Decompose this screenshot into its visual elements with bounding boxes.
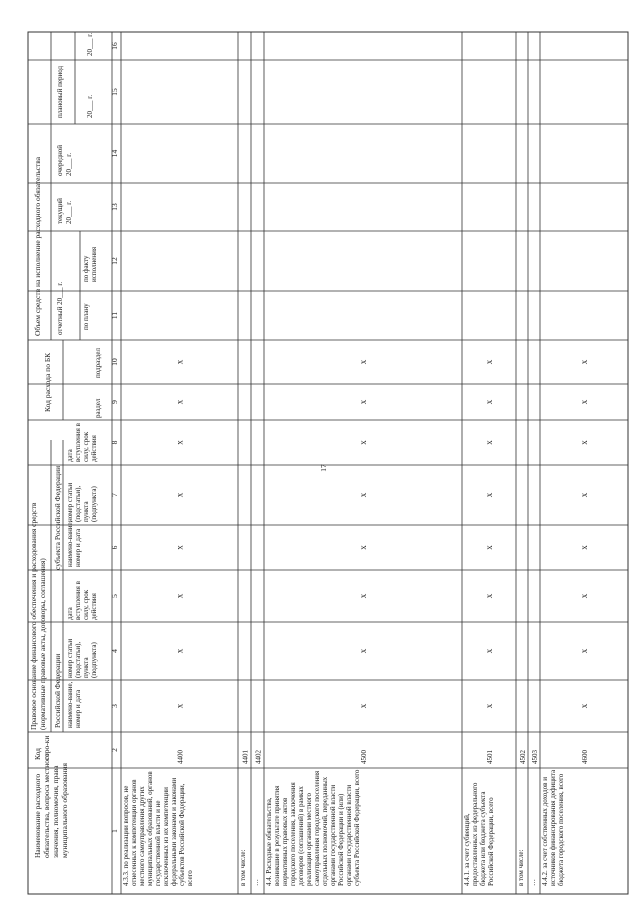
col-number-4: 4 bbox=[110, 649, 119, 653]
header-bk-subsection: подраздел bbox=[94, 347, 102, 378]
x-mark: x bbox=[358, 648, 368, 654]
row-code-4400: 4400 bbox=[176, 750, 185, 764]
x-mark: x bbox=[174, 703, 185, 709]
header-bk-section: раздел bbox=[94, 398, 102, 418]
col-number-15: 15 bbox=[110, 88, 119, 96]
row-code-4501: 4501 bbox=[486, 750, 494, 764]
row-name-4503: … bbox=[529, 879, 537, 886]
row-name-4501: 4.4.1. за счет субвенций,предоставленных из федеральногобюджета или бюджета субъектаРоссийской Федерации, всего bbox=[463, 782, 495, 886]
col-number-9: 9 bbox=[110, 400, 119, 404]
header-legal-basis: Правовое основание финансового обеспечения и расходования средств(нормативные правовые акты, договоры, соглашения) bbox=[29, 502, 47, 730]
row-code-4500: 4500 bbox=[360, 750, 368, 764]
col-number-1: 1 bbox=[110, 829, 119, 833]
x-mark: x bbox=[579, 399, 589, 405]
x-mark: x bbox=[484, 648, 494, 654]
header-rf-article: номер статьи(подстатьи),пункта(подпункта) bbox=[66, 638, 98, 678]
col-number-7: 7 bbox=[110, 493, 119, 497]
col-number-11: 11 bbox=[110, 311, 119, 320]
header-subj-name: наимено-вание,номер и дата bbox=[66, 520, 82, 567]
x-mark: x bbox=[484, 492, 494, 498]
col-number-16: 16 bbox=[110, 42, 119, 50]
x-mark: x bbox=[174, 545, 185, 550]
col-number-2: 2 bbox=[110, 748, 119, 752]
col-number-5: 5 bbox=[110, 594, 119, 598]
row-code-4401: 4401 bbox=[241, 750, 250, 764]
header-reporting: отчетный 20___ г. bbox=[56, 281, 64, 335]
row-code-4502: 4502 bbox=[519, 750, 527, 764]
x-mark: x bbox=[579, 359, 589, 365]
col-number-14: 14 bbox=[110, 149, 119, 158]
x-mark: x bbox=[358, 545, 368, 550]
row-name-4402: … bbox=[252, 879, 260, 886]
header-col2: Кодстро-ки bbox=[33, 735, 51, 760]
x-mark: x bbox=[579, 492, 589, 498]
row-code-4402: 4402 bbox=[254, 750, 263, 764]
x-mark: x bbox=[484, 440, 494, 445]
x-mark: x bbox=[358, 492, 368, 498]
row-name-4600: 4.4.2. за счет собственных доходов иисточников финансирования дефицитабюджета городского поселения, всего bbox=[541, 769, 565, 886]
header-planning: плановый период bbox=[56, 65, 64, 118]
header-rf-date: датавступления всилу, срокдействия bbox=[66, 581, 98, 620]
x-mark: x bbox=[484, 593, 494, 599]
x-mark: x bbox=[174, 440, 185, 445]
header-next: очередной20___ г. bbox=[56, 144, 73, 176]
x-mark: x bbox=[579, 545, 589, 550]
x-mark: x bbox=[358, 399, 368, 405]
header-rf: Российской Федерации bbox=[53, 653, 62, 728]
header-bk-code: Код расхода по БК bbox=[43, 352, 52, 412]
x-mark: x bbox=[484, 359, 494, 365]
header-plan-y1: 20___ г. bbox=[86, 94, 94, 118]
row-code-4600: 4600 bbox=[581, 750, 589, 764]
x-mark: x bbox=[358, 593, 368, 599]
x-mark: x bbox=[174, 399, 185, 405]
header-rf-name: наимено-вание,номер и дата bbox=[66, 681, 82, 728]
page-number: 17 bbox=[319, 464, 328, 472]
x-mark: x bbox=[579, 703, 589, 709]
header-subj-article: номер статьи(подстатьи),пункта(подпункта) bbox=[66, 482, 98, 522]
header-subject: субъекта Российской Федерации bbox=[53, 465, 62, 570]
header-plan-y2: 20___ г. bbox=[86, 32, 94, 56]
x-mark: x bbox=[174, 359, 185, 365]
row-name-4502: в том числе: bbox=[517, 849, 525, 886]
row-name-4400: 4.3.3. по реализации вопросов, неотнесенных к компетенции органовместного самоуправления другихмуниципальных образований, органовгосударственной власти и неисключенных из их компетенциифедеральными законами и законамисубъектов Российской Федерации,всего bbox=[122, 771, 194, 886]
x-mark: x bbox=[579, 440, 589, 445]
row-code-4503: 4503 bbox=[531, 750, 539, 764]
x-mark: x bbox=[358, 440, 368, 445]
col-number-10: 10 bbox=[110, 358, 119, 366]
header-plan: по плану bbox=[82, 303, 90, 330]
col-number-12: 12 bbox=[110, 257, 119, 265]
header-current: текущий20___ г. bbox=[56, 198, 73, 224]
header-fact: по фактуисполнения bbox=[82, 246, 98, 282]
header-volume: Объем средств на исполнение расходного обязательства bbox=[33, 156, 42, 336]
x-mark: x bbox=[174, 492, 185, 498]
col-number-13: 13 bbox=[110, 203, 119, 211]
col-number-8: 8 bbox=[110, 440, 119, 445]
row-name-4500: 4.4. Расходные обязательства,возникшие в результате принятиянормативных правовых актовгородского поселения, заключениядоговоров (соглашений) в рамкахреализации органами местногосамоуправления городского поселенияотдельных полномочий, переданныхорганами государственной властиРоссийской Федерации и (или)органами государственной властисубъекта Российской Федерации, всего bbox=[265, 769, 361, 886]
x-mark: x bbox=[484, 545, 494, 550]
row-name-4401: в том числе: bbox=[239, 849, 247, 886]
col-number-3: 3 bbox=[110, 704, 119, 708]
header-subj-date: датавступления всилу, срокдействия bbox=[66, 423, 98, 462]
x-mark: x bbox=[484, 399, 494, 405]
x-mark: x bbox=[358, 359, 368, 365]
x-mark: x bbox=[174, 648, 185, 654]
x-mark: x bbox=[579, 593, 589, 599]
x-mark: x bbox=[358, 703, 368, 709]
x-mark: x bbox=[579, 648, 589, 654]
col-number-6: 6 bbox=[110, 545, 119, 550]
header-col1: Наименование расходногообязательства, вопроса местногозначения, полномочия, правамуниципального образования bbox=[33, 753, 69, 858]
x-mark: x bbox=[484, 703, 494, 709]
x-mark: x bbox=[174, 593, 185, 599]
